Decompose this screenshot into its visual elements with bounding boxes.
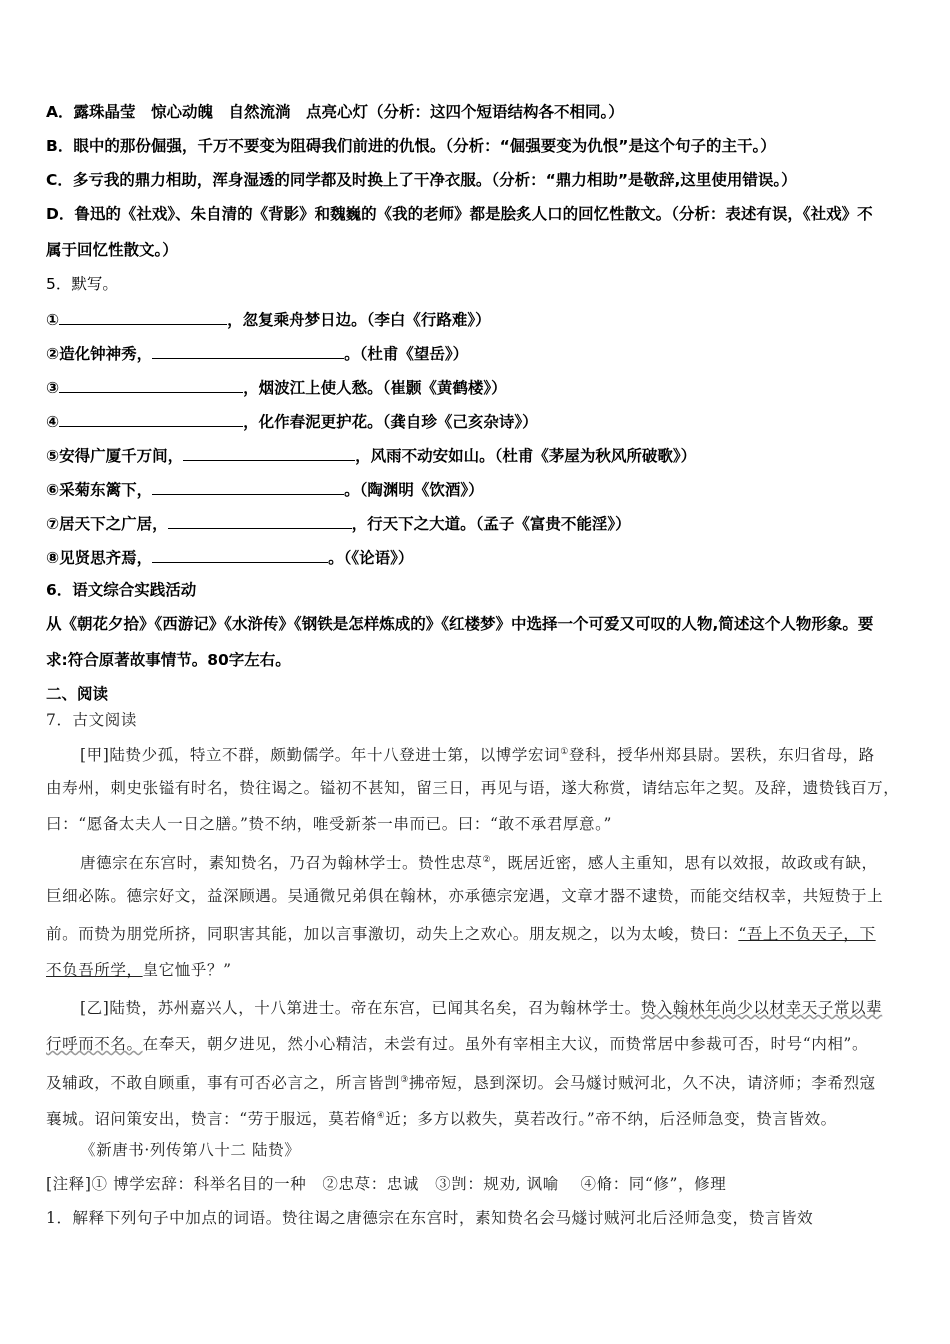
- footnote-ref: ③: [400, 1075, 409, 1085]
- item-prefix: ④: [46, 413, 60, 431]
- passage-yi-line: [80, 998, 882, 1018]
- section-heading: 二、阅读: [46, 685, 109, 703]
- text: [乙]陆贽，苏州嘉兴人，十八第进士。帝在东宫，已闻其名矣，召为翰林学士。: [80, 999, 641, 1017]
- passage-jia-line: 巨细必陈。德宗好文，益深顾遇。吴通微兄弟俱在翰林，亦承德宗宠遇，文章才器不逮贽，而能交结权幸，共短贽于上: [46, 887, 884, 905]
- underlined-sentence: “吾上不负天子，下: [738, 925, 876, 943]
- footnote-ref: ②: [482, 855, 492, 865]
- option-c: C．多亏我的鼎力相助，浑身湿透的同学都及时换上了干净衣服。（分析：“鼎力相助”是敬辞,这里使用错误。）: [46, 171, 797, 189]
- dictation-item: [46, 512, 631, 534]
- item-prefix: ①: [46, 311, 60, 329]
- answer-blank[interactable]: [152, 478, 344, 495]
- q7-title: 7．古文阅读: [46, 711, 137, 729]
- q6-prompt: 从《朝花夕拾》《西游记》《水浒传》《钢铁是怎样炼成的》《红楼梦》中选择一个可爱又可叹的人物,简述这个人物形象。要: [46, 615, 874, 633]
- answer-blank[interactable]: [152, 342, 344, 359]
- text: 唐德宗在东宫时，素知贽名，乃召为翰林学士。贽性忠荩: [80, 854, 483, 873]
- q6-prompt-cont: 求:符合原著故事情节。80字左右。: [46, 651, 291, 669]
- text: 拂帝短，恳到深切。会马燧讨贼河北，久不决，请济师；李希烈寇: [408, 1074, 876, 1093]
- wavy-underlined-sentence: 贽入翰林年尚少以材幸天子常以辈: [640, 999, 883, 1017]
- passage-jia-line: [80, 850, 878, 873]
- dictation-item: [46, 376, 507, 398]
- annotations: [注释]① 博学宏辞：科举名目的一种 ②忠荩：忠诚 ③剀：规劝, 讽喻 ④脩：同“修”，修理: [46, 1175, 727, 1193]
- underlined-sentence: 不负吾所学，: [46, 961, 143, 979]
- item-suffix: ，化作春泥更护花。（龚自珍《己亥杂诗》）: [243, 413, 538, 431]
- item-prefix: ⑥采菊东篱下，: [46, 481, 153, 499]
- item-suffix: ，忽复乘舟梦日边。（李白《行路难》）: [227, 311, 491, 329]
- item-prefix: ⑦居天下之广居，: [46, 515, 168, 533]
- answer-blank[interactable]: [183, 444, 355, 461]
- answer-blank[interactable]: [59, 410, 243, 427]
- answer-blank[interactable]: [59, 376, 243, 393]
- item-prefix: ⑤安得广厦千万间，: [46, 447, 184, 465]
- wavy-underlined-sentence: 行呼而不名。: [46, 1035, 143, 1053]
- answer-blank[interactable]: [152, 546, 328, 563]
- footnote-ref: ④: [376, 1111, 386, 1121]
- text: 及辅政，不敢自顾重，事有可否必言之，所言皆剀: [46, 1074, 401, 1093]
- item-suffix: ，风雨不动安如山。（杜甫《茅屋为秋风所破歌》）: [355, 447, 697, 465]
- item-suffix: ，行天下之大道。（孟子《富贵不能淫》）: [351, 515, 631, 533]
- dictation-item: [46, 410, 538, 432]
- item-suffix: ，烟波江上使人愁。（崔颢《黄鹤楼》）: [243, 379, 507, 397]
- q6-title: 6．语文综合实践活动: [46, 581, 197, 599]
- q5-title: 5．默写。: [46, 275, 118, 293]
- dictation-item: [46, 478, 484, 500]
- passage-yi-line: [46, 1034, 868, 1054]
- text: 襄城。诏问策安出，贽言：“劳于服远，莫若脩: [46, 1110, 377, 1129]
- passage-jia-line: 曰：“愿备太夫人一日之膳。”贽不纳，唯受新茶一串而已。曰：“敢不承君厚意。”: [46, 815, 612, 833]
- option-d-cont: 属于回忆性散文。）: [46, 241, 178, 259]
- passage-jia-line: [46, 960, 232, 980]
- sub-question-1: 1．解释下列句子中加点的词语。贽往谒之唐德宗在东宫时，素知贽名会马燧讨贼河北后泾师急变，贽言皆效: [46, 1209, 814, 1227]
- text: 近；多方以救失，莫若改行。”帝不纳，后泾师急变，贽言皆效。: [385, 1110, 837, 1129]
- passage-yi-line: [46, 1106, 837, 1129]
- text: 登科，授华州郑县尉。罢秩，东归省母，路: [568, 746, 875, 765]
- item-suffix: 。（陶渊明《饮酒》）: [344, 481, 484, 499]
- item-prefix: ③: [46, 379, 60, 397]
- item-suffix: 。（《论语》）: [328, 549, 414, 567]
- option-b: B．眼中的那份倔强，千万不要变为阻碍我们前进的仇恨。（分析：“倔强要变为仇恨”是这个句子的主干。）: [46, 137, 776, 155]
- text: [甲]陆贽少孤，特立不群，颇勤儒学。年十八登进士第，以博学宏词: [80, 746, 561, 765]
- passage-yi-line: [46, 1070, 876, 1093]
- passage-jia-line: [46, 924, 876, 944]
- item-prefix: ②造化钟神秀，: [46, 345, 153, 363]
- answer-blank[interactable]: [168, 512, 352, 529]
- text: ，既居近密，感人主重知，思有以效报，故政或有缺，: [491, 854, 878, 873]
- text: 皇它恤乎？”: [142, 961, 232, 979]
- passage-source: 《新唐书·列传第八十二 陆贽》: [80, 1141, 301, 1159]
- dictation-item: [46, 308, 491, 330]
- passage-jia-line: [80, 742, 875, 765]
- dictation-item: [46, 444, 696, 466]
- option-d: D．鲁迅的《社戏》、朱自清的《背影》和魏巍的《我的老师》都是脍炙人口的回忆性散文。（分析：表述有误，《社戏》不: [46, 205, 873, 223]
- text: 前。而贽为朋党所挤，同职害其能，加以言事激切，动失上之欢心。朋友规之，以为太峻，贽曰：: [46, 925, 739, 943]
- dictation-item: [46, 546, 413, 568]
- option-a: A．露珠晶莹 惊心动魄 自然流淌 点亮心灯（分析：这四个短语结构各不相同。）: [46, 103, 624, 121]
- answer-blank[interactable]: [59, 308, 227, 325]
- passage-jia-line: 由寿州，刺史张镒有时名，贽往谒之。镒初不甚知，留三日，再见与语，遂大称赏，请结忘年之契。及辞，遗贽钱百万，: [46, 779, 900, 797]
- dictation-item: [46, 342, 468, 364]
- item-suffix: 。（杜甫《望岳》）: [344, 345, 469, 363]
- text: 在奉天，朝夕进见，然小心精洁，未尝有过。虽外有宰相主大议，而贽常居中参裁可否，时号“内相”。: [142, 1035, 869, 1053]
- footnote-ref: ①: [560, 747, 569, 757]
- item-prefix: ⑧见贤思齐焉，: [46, 549, 153, 567]
